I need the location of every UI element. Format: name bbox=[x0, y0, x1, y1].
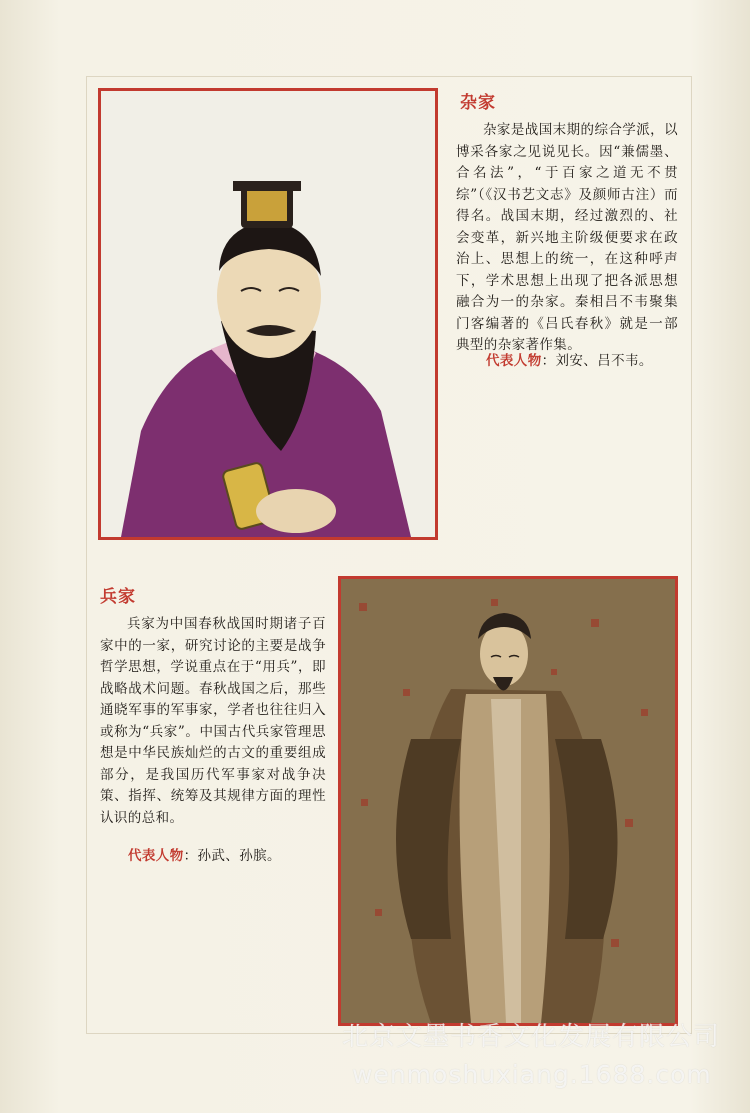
representatives-names: ：刘安、吕不韦。 bbox=[541, 353, 653, 369]
watermark-company: 北京文墨书香文化发展有限公司 bbox=[342, 1022, 721, 1052]
section-body-bingjia: 兵家为中国春秋战国时期诸子百家中的一家，研究讨论的主要是战争哲学思想，学说重点在于“用兵”，即战略战术问题。春秋战国之后，那些通晓军事的军事家，学者也往往归入或称为“兵家”。中国古代兵家管理思想是中华民族灿烂的古文的重要组成部分，是我国历代军事家对战争决策、指挥、统筹及其规律方面的理性认识的总和。 bbox=[100, 616, 326, 826]
representatives-label: 代表人物 bbox=[486, 353, 542, 369]
scholar-illustration bbox=[98, 88, 438, 540]
watermark-url: wenmoshuxiang.1688.com bbox=[352, 1060, 712, 1089]
section-title-zajia: 杂家 bbox=[460, 93, 496, 113]
representatives-label: 代表人物 bbox=[128, 848, 184, 864]
representatives-bingjia bbox=[128, 844, 281, 864]
section-title-bingjia: 兵家 bbox=[100, 587, 136, 607]
strategist-painting bbox=[338, 576, 678, 1026]
representatives-names: ：孙武、孙膑。 bbox=[183, 848, 281, 864]
section-body-zajia: 杂家是战国末期的综合学派，以博采各家之见说见长。因“兼儒墨、合名法”，“于百家之道无不贯综”（《汉书艺文志》及颜师古注）而得名。战国末期，经过激烈的、社会变革，新兴地主阶级便要求在政治上、思想上的统一，在这种呼声下，学术思想上出现了把各派思想融合为一的杂家。秦相吕不韦聚集门客编著的《吕氏春秋》就是一部典型的杂家著作集。 bbox=[456, 122, 678, 353]
representatives-zajia bbox=[486, 349, 653, 369]
